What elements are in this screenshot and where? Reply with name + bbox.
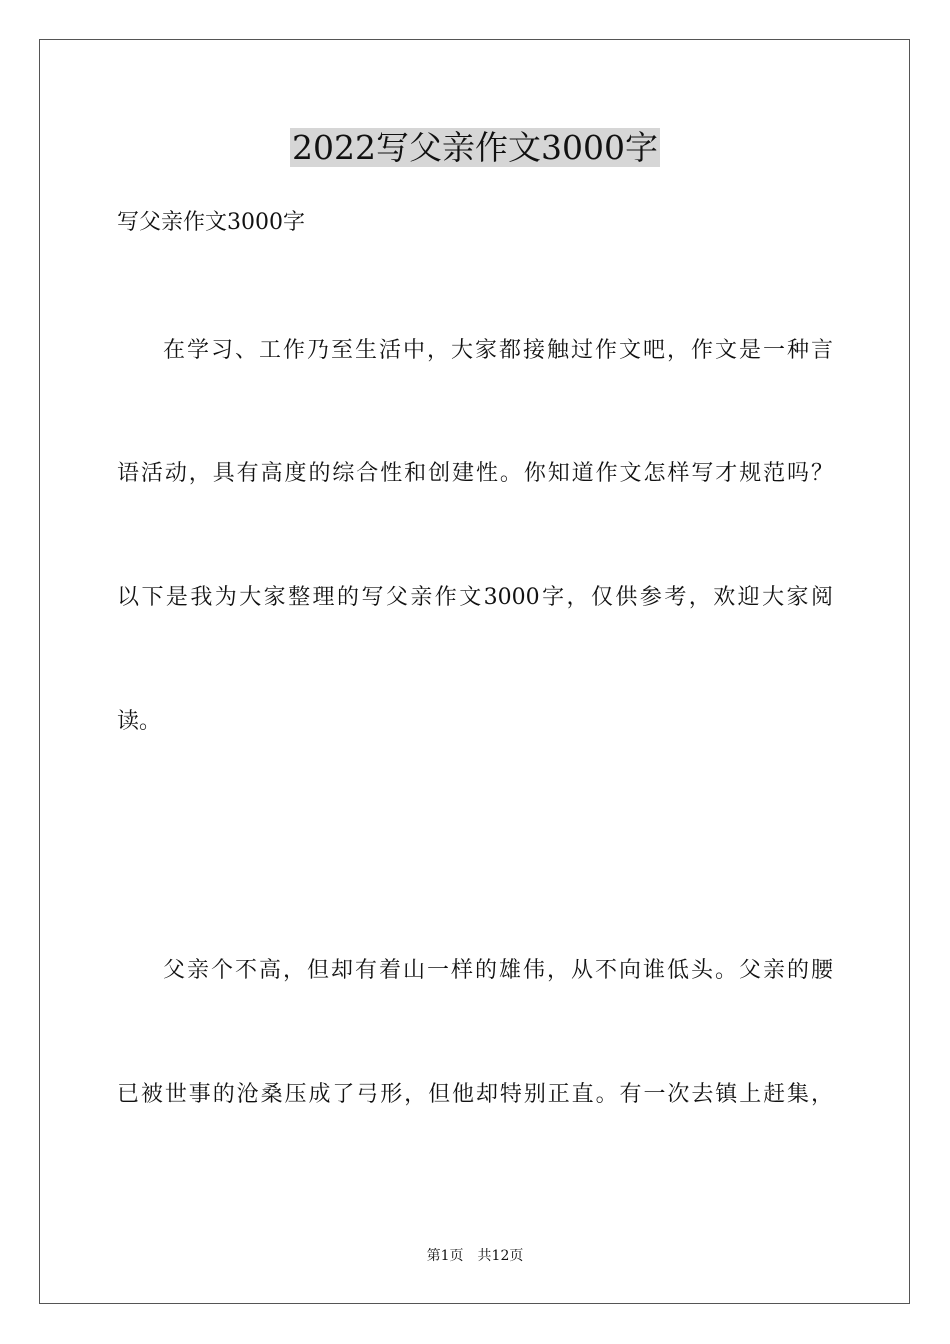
document-subtitle: 写父亲作文3000字 <box>117 210 305 235</box>
paragraph-1-line-3: 以下是我为大家整理的写父亲作文3000字，仅供参考，欢迎大家阅 <box>117 585 833 610</box>
paragraph-2-line-1: 父亲个不高，但却有着山一样的雄伟，从不向谁低头。父亲的腰 <box>163 958 833 983</box>
paragraph-1-line-1: 在学习、工作乃至生活中，大家都接触过作文吧，作文是一种言 <box>163 338 833 363</box>
paragraph-2-line-2: 已被世事的沧桑压成了弓形，但他却特别正直。有一次去镇上赶集， <box>117 1082 833 1107</box>
paragraph-1-line-4: 读。 <box>117 709 162 734</box>
page-footer <box>0 1246 950 1266</box>
document-title <box>0 126 950 170</box>
document-title-text: 2022写父亲作文3000字 <box>292 128 658 167</box>
total-pages-label: 共12页 <box>477 1248 524 1264</box>
current-page-label: 第1页 <box>426 1248 464 1264</box>
paragraph-1-line-2: 语活动，具有高度的综合性和创建性。你知道作文怎样写才规范吗？ <box>117 461 833 486</box>
